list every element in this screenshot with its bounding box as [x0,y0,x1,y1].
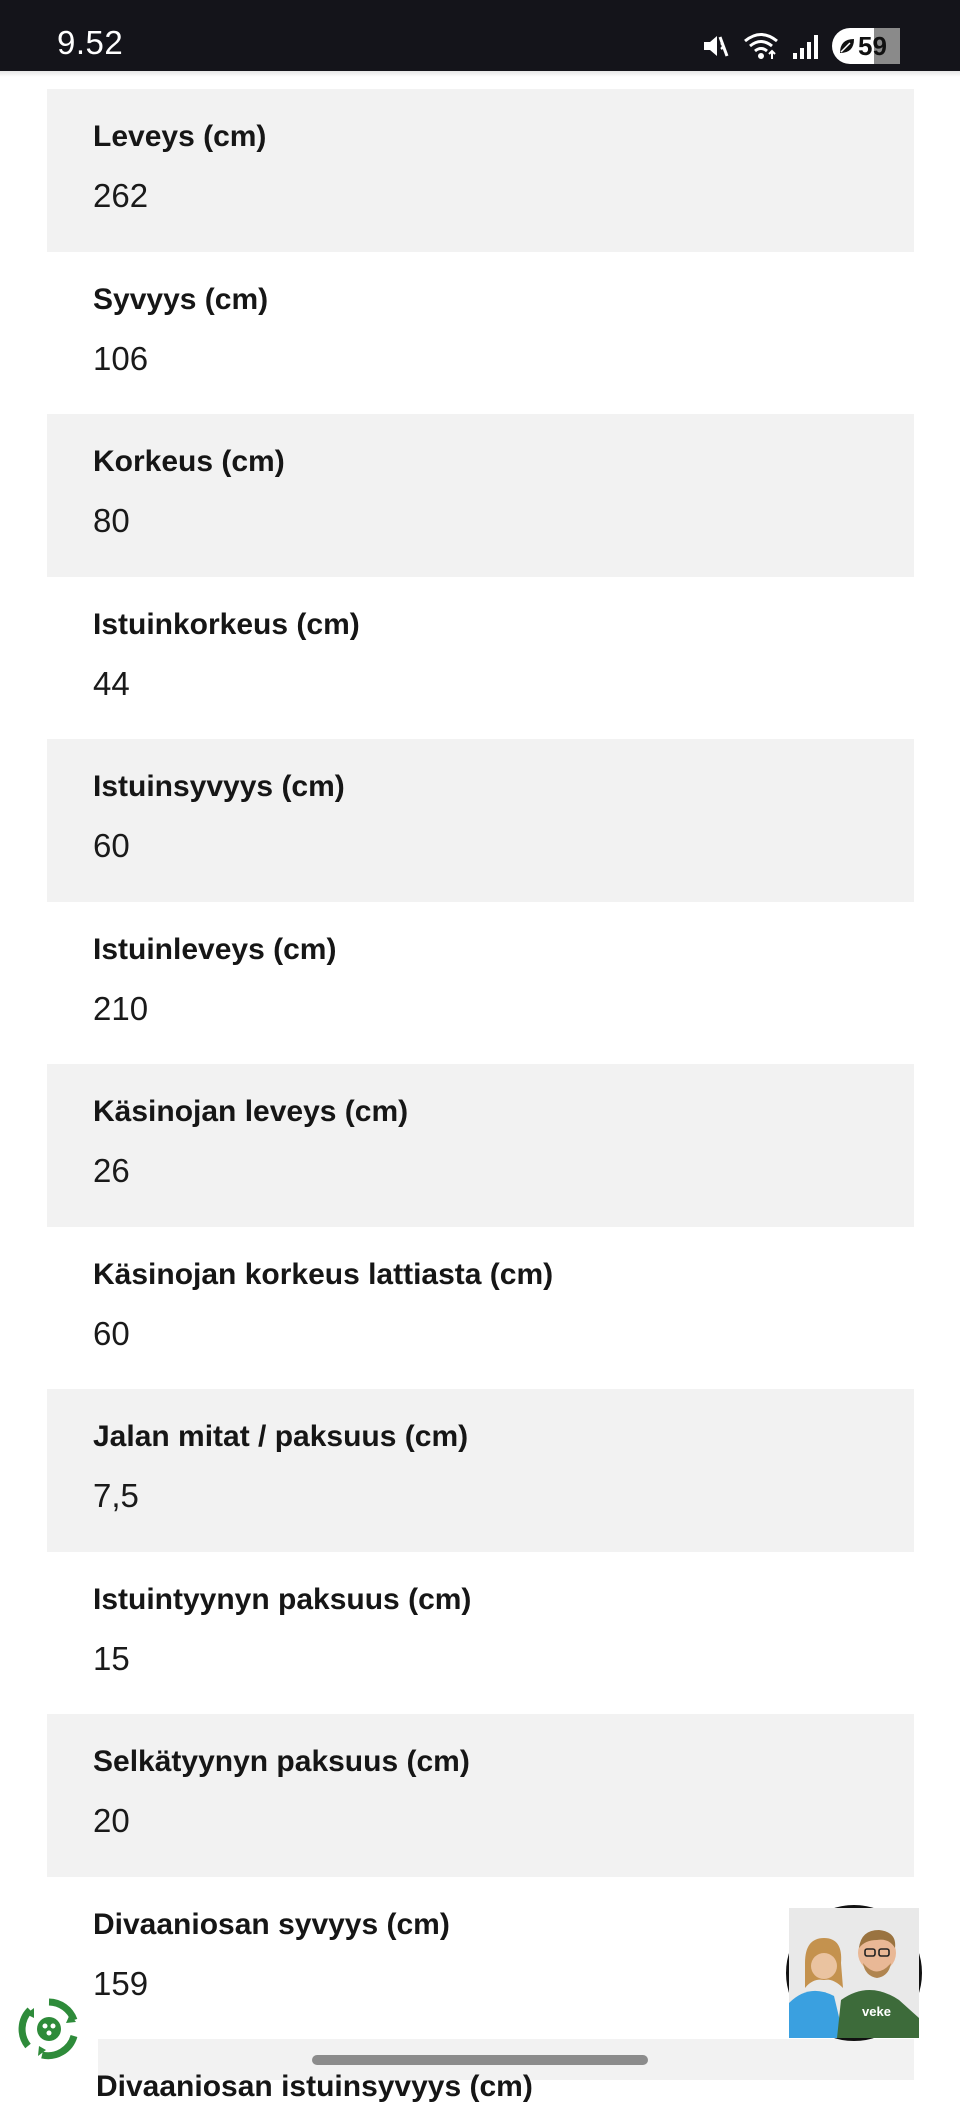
spec-label: Syvyys (cm) [93,282,269,316]
spec-value: 262 [93,177,149,214]
spec-label: Divaaniosan syvyys (cm) [93,1907,450,1941]
spec-label: Istuintyynyn paksuus (cm) [93,1582,472,1616]
spec-label: Divaaniosan istuinsyvyys (cm) [96,2070,533,2103]
eco-badge-icon[interactable] [16,1996,82,2062]
support-agents-icon [789,1908,919,2038]
wifi-icon [742,31,780,61]
spec-row [47,1064,914,1227]
spec-label: Jalan mitat / paksuus (cm) [93,1420,469,1453]
spec-row [47,902,914,1065]
spec-row [47,414,914,577]
status-icons [700,26,900,66]
spec-value: 20 [93,1802,130,1839]
leaf-icon [838,37,856,55]
spec-label: Istuinsyvyys (cm) [93,770,345,803]
spec-value: 106 [93,339,149,377]
status-bar [0,0,960,71]
battery-icon [832,28,900,64]
battery-level: 59 [858,30,887,61]
spec-value: 80 [93,502,130,539]
spec-row [47,1552,914,1715]
mute-icon [700,31,730,61]
spec-value: 15 [93,1639,130,1677]
spec-row [47,577,914,740]
spec-label: Käsinojan leveys (cm) [93,1095,409,1128]
spec-value: 44 [93,664,130,702]
spec-row [47,89,914,252]
spec-list [47,89,914,2039]
spec-value: 26 [93,1152,130,1189]
spec-row [47,252,914,415]
spec-value: 60 [93,827,130,864]
home-indicator[interactable] [312,2055,648,2065]
spec-row [47,1227,914,1390]
spec-value: 159 [93,1964,149,2002]
avatar-brand: veke [862,2004,891,2019]
spec-label: Selkätyynyn paksuus (cm) [93,1745,470,1778]
chat-avatar-button[interactable] [786,1905,922,2041]
spec-value: 60 [93,1314,130,1352]
spec-label: Käsinojan korkeus lattiasta (cm) [93,1257,554,1291]
spec-label: Leveys (cm) [93,120,267,153]
signal-icon [792,31,820,61]
status-time: 9.52 [57,24,124,61]
header-shadow [0,71,960,77]
spec-label: Istuinkorkeus (cm) [93,607,360,641]
spec-row [47,1389,914,1552]
spec-label: Korkeus (cm) [93,445,285,478]
spec-value: 210 [93,989,149,1027]
spec-row [47,1877,914,2040]
spec-row [47,1714,914,1877]
spec-row [47,739,914,902]
spec-label: Istuinleveys (cm) [93,932,337,966]
spec-value: 7,5 [93,1477,139,1514]
